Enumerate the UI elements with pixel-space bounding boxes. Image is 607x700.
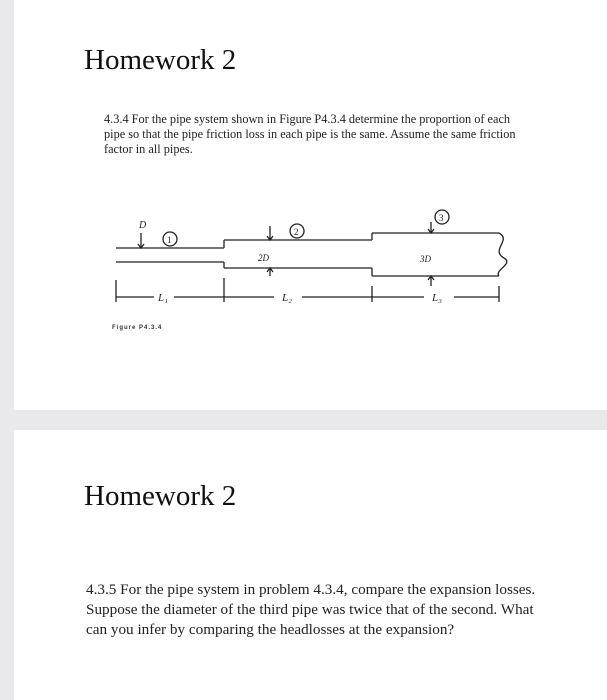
pipe-3: [372, 233, 499, 276]
slide-1: [14, 0, 607, 410]
slide-1-title: Homework 2: [84, 44, 237, 76]
problem-4-3-5-text: 4.3.5 For the pipe system in problem 4.3.4, compare the expansion losses. Suppose the diameter of the third pipe was twice that of the second. What can you infer by comparing the headlosses at the expansion?: [86, 581, 536, 638]
problem-4-3-4-text: 4.3.4 For the pipe system shown in Figure P4.3.4 determine the proportion of each pipe so that the pipe friction loss in each pipe is the same. Assume the same friction factor in all pipes.: [104, 112, 516, 156]
label-l2: L₂: [282, 292, 292, 304]
pipe-break-symbol: [498, 233, 507, 276]
label-l3: L₃: [432, 292, 442, 304]
pipe-3-number: 3: [439, 213, 444, 223]
label-d: D: [139, 220, 147, 231]
slide-2-title: Homework 2: [84, 480, 237, 512]
slide-2: [14, 430, 607, 700]
diameter-arrow-1: [138, 233, 144, 248]
pipe-2: [224, 240, 372, 268]
pipe-1: [116, 248, 224, 262]
pipe-2-number: 2: [294, 227, 299, 237]
label-l1: L₁: [158, 292, 168, 304]
label-3d: 3D: [420, 254, 431, 264]
label-2d: 2D: [258, 253, 269, 263]
figure-caption: Figure P4.3.4: [112, 325, 163, 331]
pipe-1-number: 1: [167, 235, 172, 245]
